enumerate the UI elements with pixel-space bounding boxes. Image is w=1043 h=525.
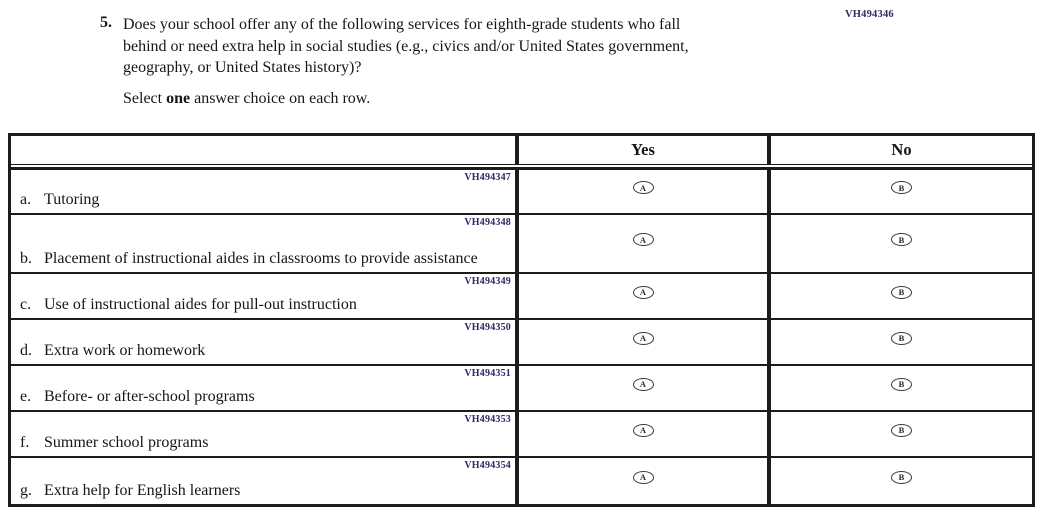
no-cell [771, 366, 1032, 410]
question-number: 5. [100, 14, 112, 31]
yes-cell [519, 170, 771, 213]
instruction-text [100, 90, 860, 108]
no-cell [771, 274, 1032, 318]
option-bubble-yes[interactable]: A [633, 181, 654, 194]
no-cell [771, 170, 1032, 213]
row-letter: b. [20, 250, 32, 267]
option-bubble-no[interactable]: B [891, 233, 912, 246]
question-block [100, 14, 860, 108]
option-bubble-no[interactable]: B [891, 378, 912, 391]
row-letter: e. [20, 388, 32, 405]
table-row-a [11, 170, 1032, 215]
option-bubble-yes[interactable]: A [633, 286, 654, 299]
table-row-b [11, 215, 1032, 274]
yes-cell [519, 215, 771, 272]
yes-cell [519, 458, 771, 504]
header-stub-cell [11, 136, 519, 164]
question-accession-code: VH494346 [845, 9, 894, 20]
yes-cell [519, 320, 771, 364]
table-row-g [11, 458, 1032, 504]
row-accession-code: VH494347 [464, 172, 511, 183]
instruction-suffix: answer choice on each row. [190, 89, 371, 107]
row-stub-cell [11, 170, 519, 213]
option-bubble-no[interactable]: B [891, 286, 912, 299]
row-stub-cell [11, 412, 519, 456]
row-stub-cell [11, 215, 519, 272]
option-bubble-no[interactable]: B [891, 424, 912, 437]
option-bubble-yes[interactable]: A [633, 332, 654, 345]
option-bubble-yes[interactable]: A [633, 378, 654, 391]
row-label [20, 387, 509, 407]
row-stub-cell [11, 458, 519, 504]
table-row-f [11, 412, 1032, 458]
yes-cell [519, 274, 771, 318]
row-stub-cell [11, 320, 519, 364]
no-cell [771, 215, 1032, 272]
option-bubble-yes[interactable]: A [633, 424, 654, 437]
option-bubble-no[interactable]: B [891, 181, 912, 194]
row-label [20, 249, 509, 269]
row-label-text: Tutoring [44, 191, 100, 208]
row-label-text: Before- or after-school programs [44, 388, 255, 405]
row-label [20, 295, 509, 315]
question-line-1: Does your school offer any of the following services for eighth-grade students who fall [123, 16, 681, 33]
no-cell [771, 458, 1032, 504]
row-accession-code: VH494349 [464, 276, 511, 287]
column-header-yes: Yes [519, 136, 771, 164]
option-bubble-no[interactable]: B [891, 471, 912, 484]
row-label [20, 341, 509, 361]
table-row-d [11, 320, 1032, 366]
row-stub-cell [11, 274, 519, 318]
row-letter: a. [20, 191, 32, 208]
option-bubble-no[interactable]: B [891, 332, 912, 345]
option-bubble-yes[interactable]: A [633, 233, 654, 246]
row-accession-code: VH494354 [464, 460, 511, 471]
row-accession-code: VH494348 [464, 217, 511, 228]
option-bubble-yes[interactable]: A [633, 471, 654, 484]
table-row-c [11, 274, 1032, 320]
question-line-2: behind or need extra help in social studies (e.g., civics and/or United States government, [123, 37, 689, 55]
table-row-e [11, 366, 1032, 412]
no-cell [771, 412, 1032, 456]
row-accession-code: VH494353 [464, 414, 511, 425]
yes-cell [519, 412, 771, 456]
question-text [100, 14, 860, 79]
row-label [20, 433, 509, 453]
column-header-no: No [891, 140, 912, 159]
row-accession-code: VH494351 [464, 368, 511, 379]
row-letter: g. [20, 482, 32, 499]
row-letter: d. [20, 342, 32, 359]
table-body [11, 167, 1032, 504]
row-label-text: Extra help for English learners [44, 482, 241, 499]
row-label-text: Summer school programs [44, 434, 209, 451]
table-header-row [11, 136, 1032, 165]
row-label-text: Extra work or homework [44, 342, 206, 359]
instruction-prefix: Select [123, 89, 167, 107]
no-cell [771, 320, 1032, 364]
services-response-table [8, 133, 1035, 507]
instruction-bold-word: one [166, 89, 191, 107]
row-label-text: Placement of instructional aides in classrooms to provide assistance [44, 250, 478, 267]
row-label [20, 481, 509, 501]
yes-cell [519, 366, 771, 410]
row-stub-cell [11, 366, 519, 410]
row-accession-code: VH494350 [464, 322, 511, 333]
row-letter: c. [20, 296, 32, 313]
row-label [20, 190, 509, 210]
question-line-3: geography, or United States history)? [123, 59, 362, 76]
row-letter: f. [20, 434, 30, 451]
row-label-text: Use of instructional aides for pull-out instruction [44, 296, 357, 313]
